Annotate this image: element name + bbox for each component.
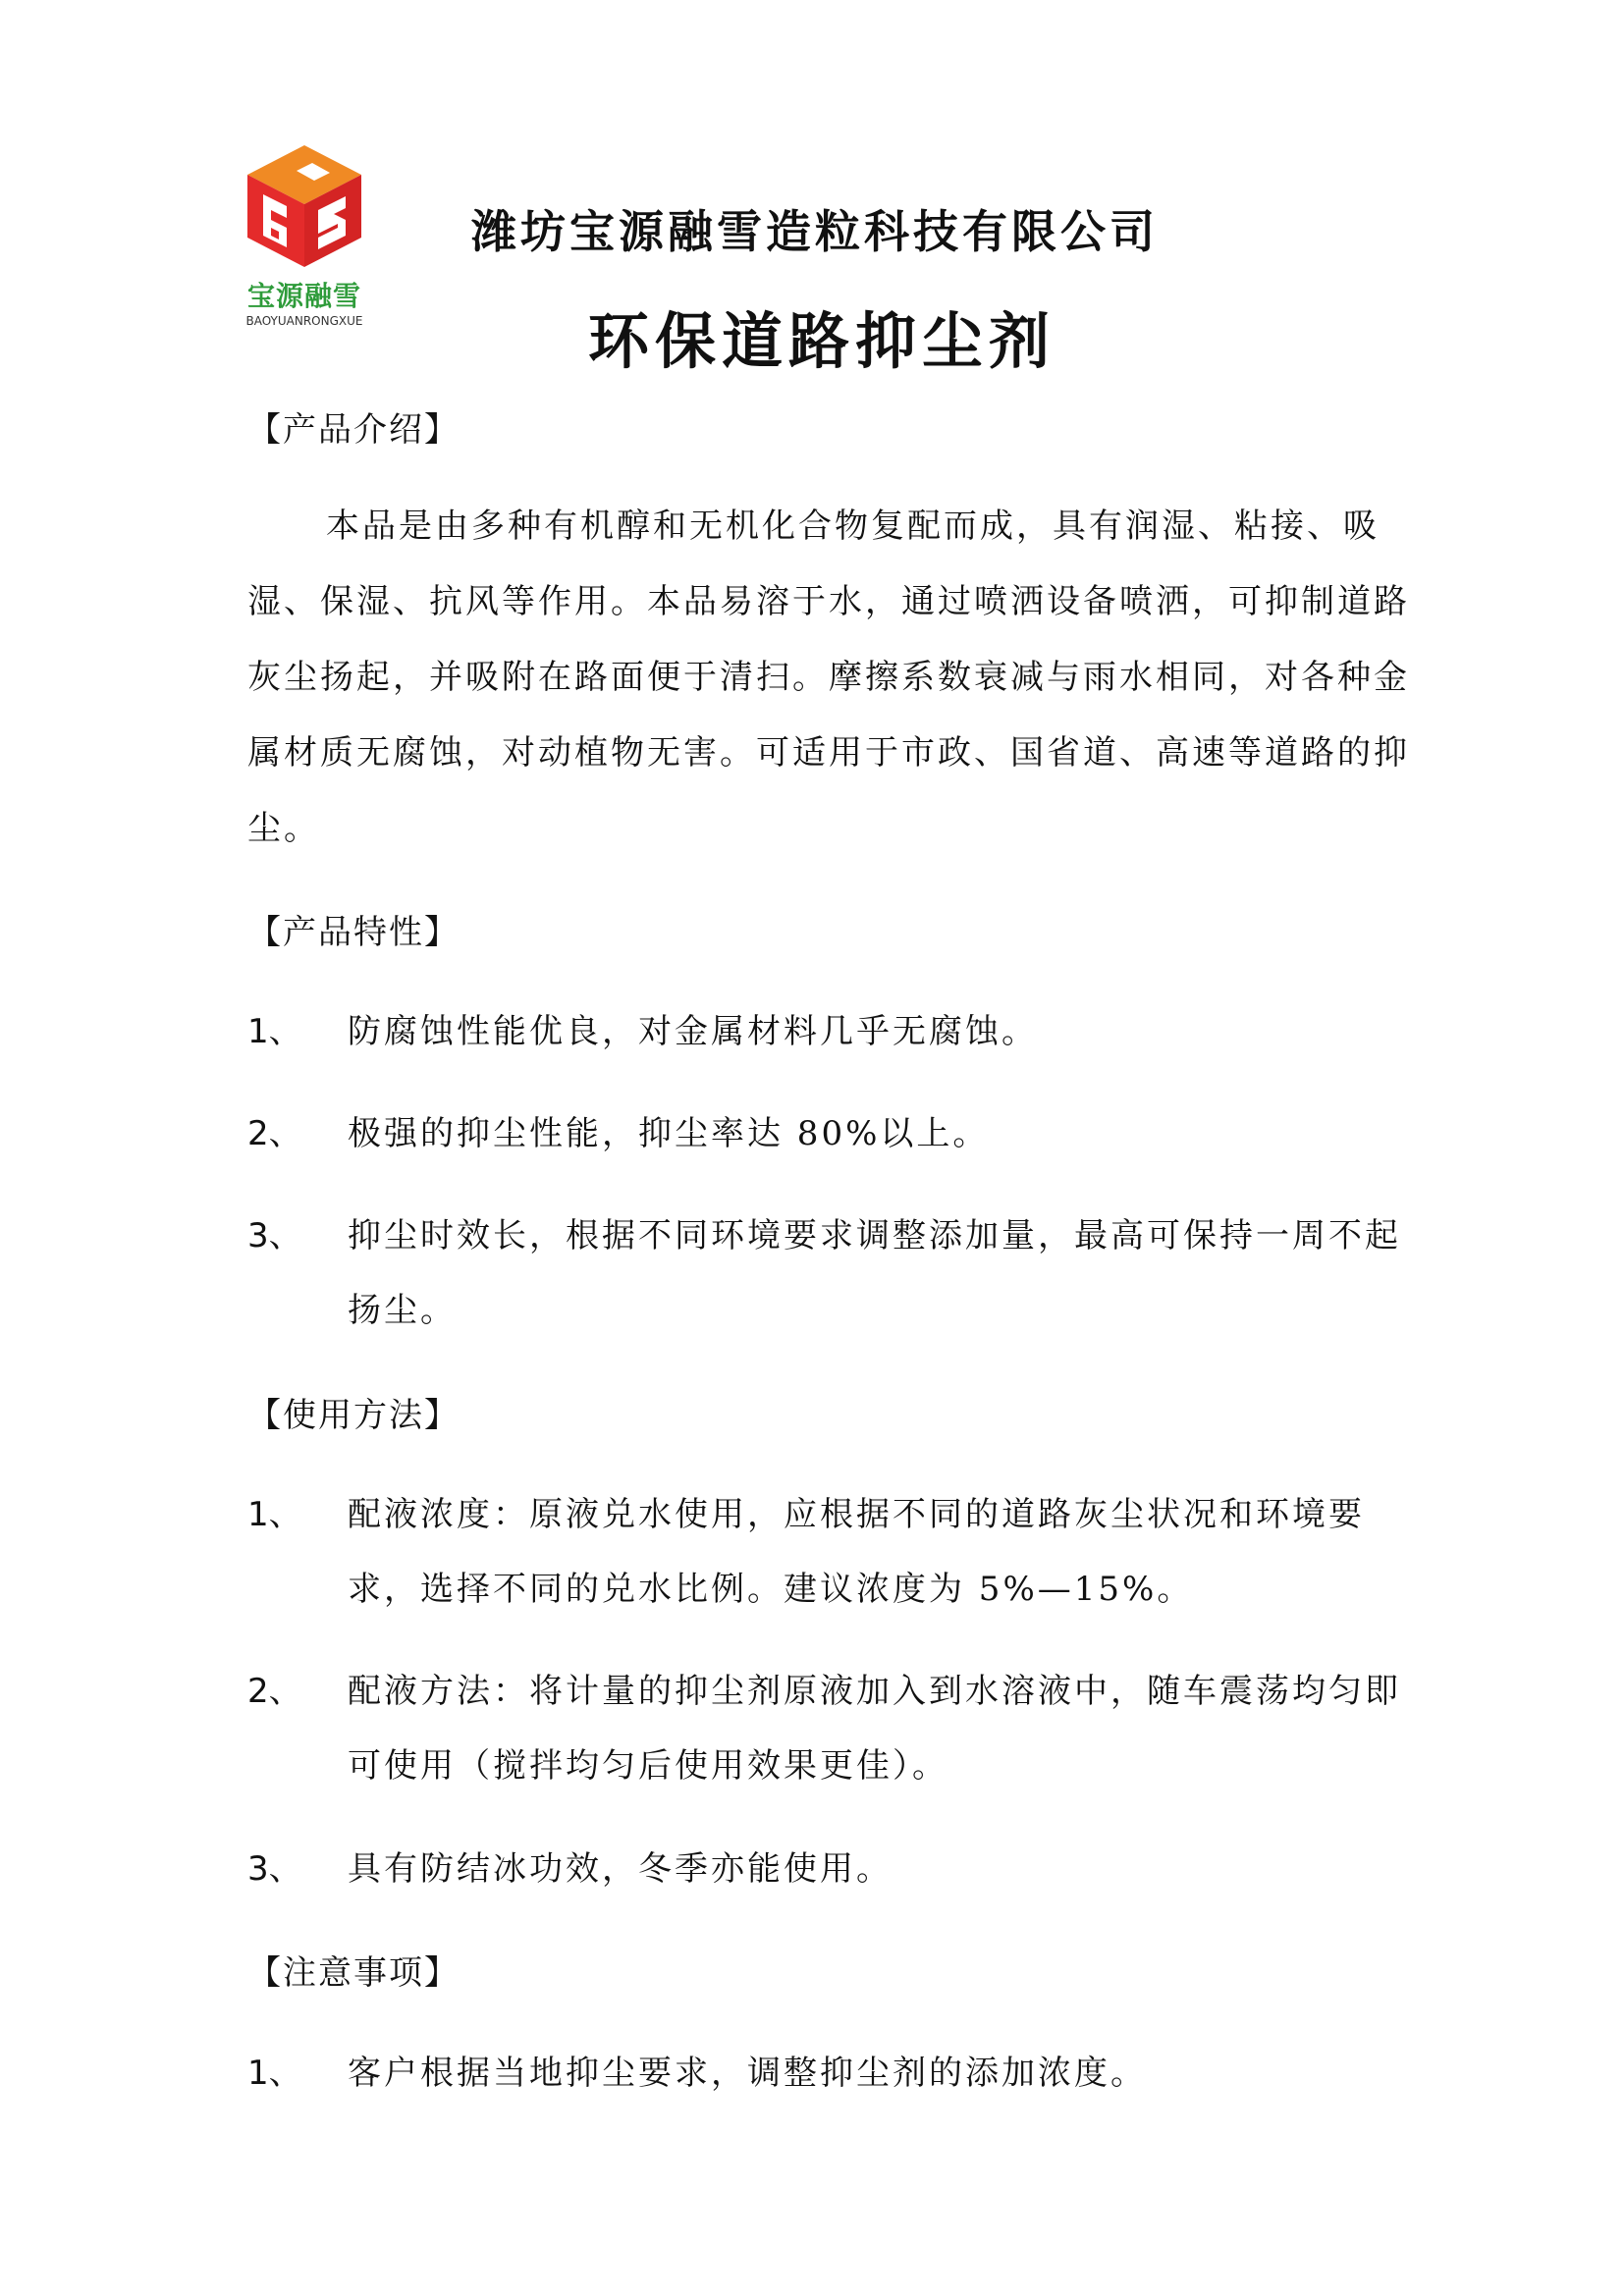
- feature-item: [247, 994, 1416, 1069]
- company-name: 潍坊宝源融雪造粒科技有限公司: [471, 205, 1159, 258]
- item-text: 极强的抑尘性能，抑尘率达 80%以上。: [348, 1114, 990, 1153]
- note-item: [247, 2036, 1416, 2110]
- item-number: 1、: [247, 1012, 302, 1051]
- item-text: 具有防结冰功效，冬季亦能使用。: [348, 1849, 893, 1889]
- usage-item: [247, 1832, 1416, 1906]
- item-text: 配液浓度：原液兑水使用，应根据不同的道路灰尘状况和环境要求，选择不同的兑水比例。建议浓度为 5%—15%。: [348, 1495, 1365, 1609]
- section-heading-usage: 【使用方法】: [247, 1396, 460, 1435]
- section-heading-notes: 【注意事项】: [247, 1953, 460, 1993]
- item-text: 客户根据当地抑尘要求，调整抑尘剂的添加浓度。: [348, 2054, 1147, 2093]
- item-text: 配液方法：将计量的抑尘剂原液加入到水溶液中，随车震荡均匀即可使用（搅拌均匀后使用效果更佳）。: [348, 1672, 1401, 1786]
- item-number: 1、: [247, 2054, 302, 2093]
- usage-item: [247, 1654, 1416, 1803]
- intro-paragraph: 本品是由多种有机醇和无机化合物复配而成，具有润湿、粘接、吸湿、保湿、抗风等作用。本品易溶于水，通过喷洒设备喷洒，可抑制道路灰尘扬起，并吸附在路面便于清扫。摩擦系数衰减与雨水相同，对各种金属材质无腐蚀，对动植物无害。可适用于市政、国省道、高速等道路的抑尘。: [247, 507, 1410, 848]
- item-number: 3、: [247, 1849, 302, 1889]
- item-number: 2、: [247, 1672, 302, 1711]
- feature-item: [247, 1199, 1416, 1348]
- usage-item: [247, 1477, 1416, 1627]
- logo-chinese-text: 宝源融雪: [246, 280, 361, 312]
- item-text: 防腐蚀性能优良，对金属材料几乎无腐蚀。: [348, 1012, 1038, 1051]
- logo-cube-icon: [236, 137, 373, 275]
- item-text: 抑尘时效长，根据不同环境要求调整添加量，最高可保持一周不起扬尘。: [348, 1216, 1401, 1330]
- item-number: 3、: [247, 1216, 302, 1255]
- document-title: 环保道路抑尘剂: [587, 305, 1056, 377]
- item-number: 1、: [247, 1495, 302, 1534]
- feature-item: [247, 1096, 1416, 1171]
- section-heading-intro: 【产品介绍】: [247, 410, 460, 450]
- section-heading-features: 【产品特性】: [247, 913, 460, 952]
- logo-english-text: BAOYUANRONGXUE: [245, 314, 363, 328]
- item-number: 2、: [247, 1114, 302, 1153]
